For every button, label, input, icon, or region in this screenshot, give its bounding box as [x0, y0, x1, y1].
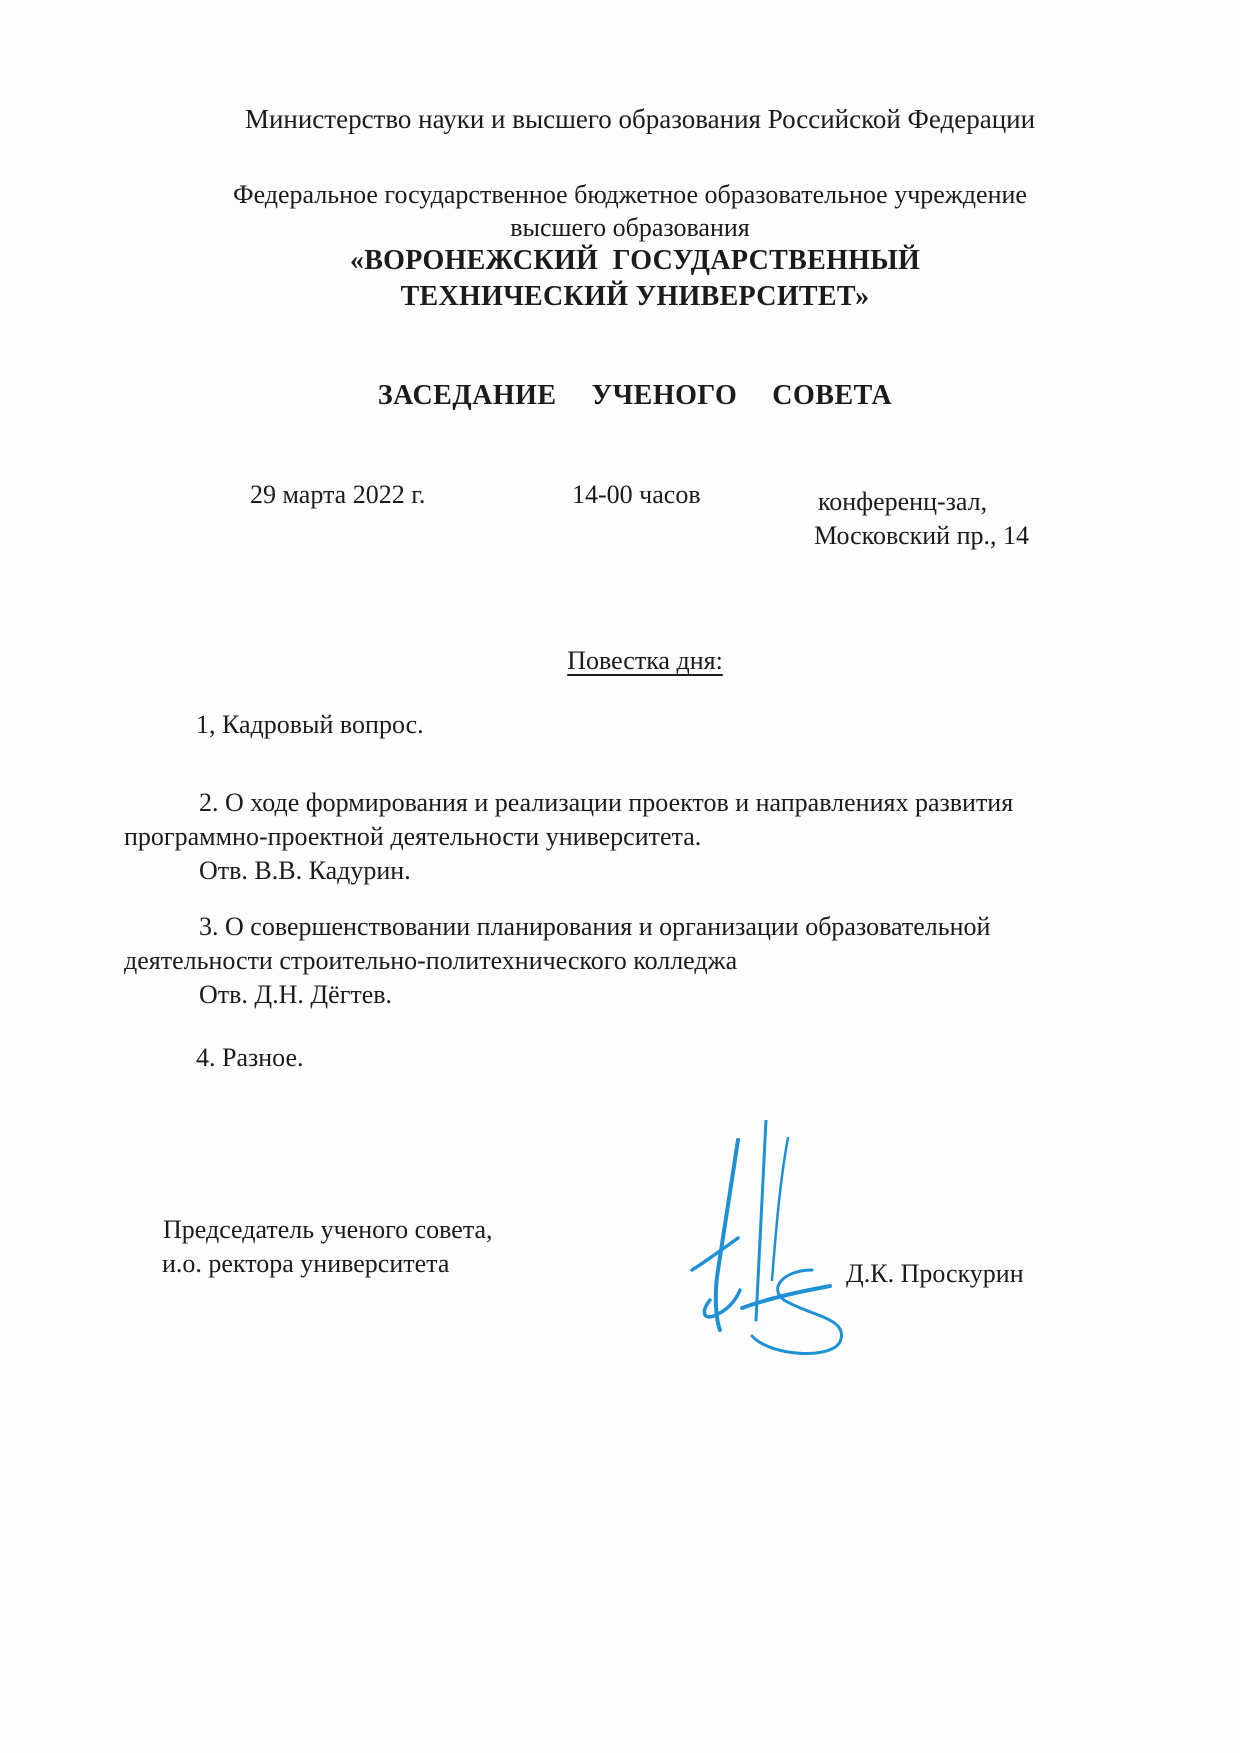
meeting-time: 14-00 часов [572, 480, 701, 509]
meeting-place-line1: конференц-зал, [818, 487, 988, 516]
agenda-item-text: 1, Кадровый вопрос. [196, 710, 424, 739]
meeting-place-line2: Московский пр., 14 [814, 521, 1030, 550]
university-name-line1: «ВОРОНЕЖСКИЙ ГОСУДАРСТВЕННЫЙ [349, 245, 921, 276]
agenda-item-4 [196, 1041, 1196, 1075]
agenda-title-text: Повестка дня: [567, 646, 723, 675]
agenda-item-responsible: Отв. В.В. Кадурин. [199, 856, 411, 885]
university-name-line2: ТЕХНИЧЕСКИЙ УНИВЕРСИТЕТ» [400, 281, 870, 312]
agenda-item-1 [196, 708, 1196, 742]
agenda-title [400, 644, 890, 678]
institution-type-line2: высшего образования [510, 213, 750, 242]
institution-type [180, 178, 1080, 244]
meeting-date: 29 марта 2022 г. [250, 480, 426, 509]
agenda-item-2 [124, 786, 1124, 888]
agenda-item-continuation: программно-проектной деятельности университета. [124, 822, 702, 851]
agenda-item-3 [124, 910, 1124, 1012]
ministry-header: Министерство науки и высшего образования Российской Федерации [244, 104, 1036, 134]
meeting-title: ЗАСЕДАНИЕ УЧЕНОГО СОВЕТА [377, 380, 893, 411]
signer-position-line1: Председатель ученого совета, [163, 1215, 493, 1244]
agenda-item-continuation: деятельности строительно-политехнического колледжа [124, 946, 738, 975]
handwritten-signature [680, 1120, 860, 1360]
signer-position-line2: и.о. ректора университета [162, 1249, 450, 1278]
agenda-item-responsible: Отв. Д.Н. Дёгтев. [199, 980, 393, 1009]
institution-type-line1: Федеральное государственное бюджетное образовательное учреждение [233, 180, 1027, 209]
university-name [250, 243, 1020, 315]
meeting-place [814, 485, 1030, 553]
agenda-item-text: 2. О ходе формирования и реализации проектов и направлениях развития [199, 788, 1014, 817]
signature-strokes [692, 1120, 842, 1353]
signer-name: Д.К. Проскурин [846, 1259, 1024, 1288]
signer-position [163, 1213, 493, 1281]
agenda-item-text: 3. О совершенствовании планирования и организации образовательной [199, 912, 991, 941]
agenda-item-text: 4. Разное. [196, 1043, 304, 1072]
